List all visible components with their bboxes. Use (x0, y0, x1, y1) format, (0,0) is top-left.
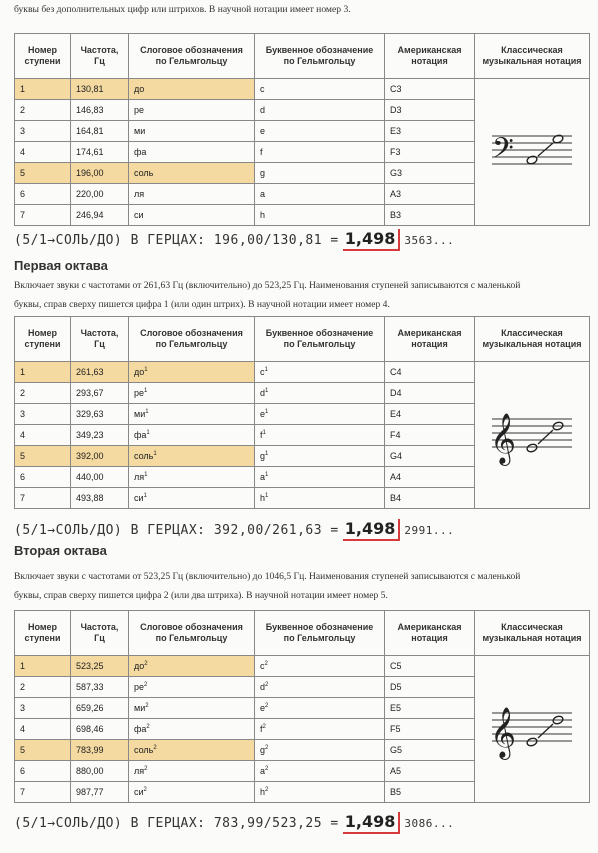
letter-name (255, 698, 385, 719)
letter-name (255, 740, 385, 761)
letter-text: d (260, 388, 266, 398)
letter-name (255, 142, 385, 163)
american-notation: F4 (385, 425, 475, 446)
syllable-name (129, 446, 255, 467)
syllable-text: ми (134, 126, 146, 136)
staff-notation (486, 397, 578, 471)
letter-text: a (260, 189, 266, 199)
frequency: 329,63 (71, 404, 129, 425)
frequency: 698,46 (71, 719, 129, 740)
note-do-icon (526, 443, 538, 453)
letter-text: d (260, 105, 266, 115)
syllable-text: до (134, 661, 145, 671)
letter-name (255, 79, 385, 100)
octave-superscript: 1 (145, 409, 149, 415)
calc-lead: (5/1→СОЛЬ/ДО) В ГЕРЦАХ: 392,00/261,63 = (14, 523, 339, 538)
classical-notation-cell (475, 362, 590, 509)
degree-number: 6 (15, 467, 71, 488)
staff-notation (486, 114, 578, 188)
letter-name (255, 467, 385, 488)
interval-line (538, 724, 553, 738)
letter-text: f (260, 430, 263, 440)
american-notation: G5 (385, 740, 475, 761)
letter-text: f (260, 724, 263, 734)
octave-superscript: 2 (145, 703, 149, 709)
degree-number: 4 (15, 142, 71, 163)
syllable-text: ми (134, 703, 146, 713)
letter-name (255, 184, 385, 205)
classical-notation-cell (475, 79, 590, 226)
degree-number: 1 (15, 79, 71, 100)
frequency: 261,63 (71, 362, 129, 383)
calc-result: 1,498 (343, 812, 401, 834)
letter-text: f (260, 147, 263, 157)
syllable-name (129, 205, 255, 226)
syllable-name (129, 719, 255, 740)
syllable-text: фа (134, 430, 147, 440)
calc-tail: 2991... (404, 524, 455, 537)
frequency: 587,33 (71, 677, 129, 698)
letter-text: a (260, 766, 266, 776)
ratio-calculation (14, 519, 454, 538)
column-header: Номер ступени (15, 611, 71, 656)
american-notation: A4 (385, 467, 475, 488)
table-row (15, 79, 590, 100)
letter-name (255, 362, 385, 383)
american-notation: D5 (385, 677, 475, 698)
table-row (15, 656, 590, 677)
letter-name (255, 677, 385, 698)
octave-superscript: 2 (144, 682, 148, 688)
column-header: Номер ступени (15, 34, 71, 79)
octave-superscript: 1 (144, 367, 148, 373)
frequency: 880,00 (71, 761, 129, 782)
letter-text: e (260, 126, 266, 136)
syllable-name (129, 677, 255, 698)
syllable-name (129, 404, 255, 425)
syllable-name (129, 656, 255, 677)
column-header: Американская нотация (385, 34, 475, 79)
frequency: 987,77 (71, 782, 129, 803)
letter-text: d (260, 682, 266, 692)
degree-number: 7 (15, 488, 71, 509)
column-header: Слоговое обозначения по Гельмгольцу (129, 317, 255, 362)
table-header-row (15, 34, 590, 79)
american-notation: E4 (385, 404, 475, 425)
syllable-text: ля (134, 189, 145, 199)
syllable-text: си (134, 493, 144, 503)
letter-name (255, 719, 385, 740)
letter-name (255, 383, 385, 404)
frequency: 349,23 (71, 425, 129, 446)
octave-superscript: 1 (264, 367, 268, 373)
column-header: Частота, Гц (71, 611, 129, 656)
degree-number: 5 (15, 740, 71, 761)
table-row (15, 362, 590, 383)
american-notation: B3 (385, 205, 475, 226)
column-header: Частота, Гц (71, 317, 129, 362)
american-notation: B4 (385, 488, 475, 509)
degree-number: 6 (15, 184, 71, 205)
letter-text: c (260, 661, 265, 671)
description-line: буквы, справ сверху пишется цифра 2 (или два штриха). В научной нотации имеет номер 5. (14, 590, 388, 601)
syllable-text: до (134, 84, 145, 94)
ratio-calculation (14, 229, 454, 248)
calc-tail: 3563... (404, 234, 455, 247)
syllable-name (129, 163, 255, 184)
table-header-row (15, 317, 590, 362)
calc-tail: 3086... (404, 817, 455, 830)
american-notation: A3 (385, 184, 475, 205)
octave-title: Первая октава (14, 258, 108, 273)
frequency: 659,26 (71, 698, 129, 719)
column-header: Буквенное обозначение по Гельмгольцу (255, 611, 385, 656)
frequency: 146,83 (71, 100, 129, 121)
syllable-name (129, 761, 255, 782)
column-header: Американская нотация (385, 317, 475, 362)
syllable-text: ми (134, 409, 146, 419)
octave-superscript: 2 (143, 787, 147, 793)
column-header: Классическая музыкальная нотация (475, 317, 590, 362)
american-notation: D4 (385, 383, 475, 404)
octave-description (14, 276, 520, 314)
syllable-name (129, 698, 255, 719)
syllable-name (129, 121, 255, 142)
frequency: 196,00 (71, 163, 129, 184)
intro-text (14, 0, 351, 19)
octave-superscript: 2 (144, 661, 148, 667)
frequency: 174,61 (71, 142, 129, 163)
octave-superscript: 1 (144, 388, 148, 394)
syllable-text: ре (134, 388, 145, 398)
letter-name (255, 782, 385, 803)
octave-superscript: 2 (264, 661, 268, 667)
frequency: 392,00 (71, 446, 129, 467)
syllable-name (129, 782, 255, 803)
syllable-name (129, 362, 255, 383)
syllable-name (129, 79, 255, 100)
calc-result: 1,498 (343, 519, 401, 541)
degree-number: 2 (15, 677, 71, 698)
letter-name (255, 404, 385, 425)
frequency: 523,25 (71, 656, 129, 677)
calc-lead: (5/1→СОЛЬ/ДО) В ГЕРЦАХ: 196,00/130,81 = (14, 233, 339, 248)
syllable-text: соль (134, 168, 154, 178)
letter-name (255, 100, 385, 121)
american-notation: E5 (385, 698, 475, 719)
degree-number: 3 (15, 404, 71, 425)
syllable-name (129, 100, 255, 121)
syllable-text: ля (134, 766, 145, 776)
octave-superscript: 1 (143, 493, 147, 499)
classical-notation-cell (475, 656, 590, 803)
description-line: Включает звуки с частотами от 261,63 Гц (включительно) до 523,25 Гц. Наименования ступеней записываются с маленькой (14, 280, 521, 291)
syllable-text: фа (134, 147, 147, 157)
column-header: Буквенное обозначение по Гельмгольцу (255, 34, 385, 79)
octave-superscript: 2 (262, 724, 266, 730)
letter-text: c (260, 84, 265, 94)
syllable-text: си (134, 787, 144, 797)
degree-number: 7 (15, 782, 71, 803)
american-notation: E3 (385, 121, 475, 142)
octave-superscript: 2 (144, 766, 148, 772)
letter-text: e (260, 703, 266, 713)
letter-name (255, 446, 385, 467)
interval-line (538, 430, 553, 444)
american-notation: F3 (385, 142, 475, 163)
octave-superscript: 1 (262, 430, 266, 436)
syllable-text: си (134, 210, 144, 220)
frequency: 293,67 (71, 383, 129, 404)
syllable-name (129, 425, 255, 446)
column-header: Номер ступени (15, 317, 71, 362)
american-notation: G4 (385, 446, 475, 467)
octave-table (14, 610, 590, 803)
syllable-text: ля (134, 472, 145, 482)
american-notation: B5 (385, 782, 475, 803)
letter-text: g (260, 168, 266, 178)
syllable-text: ре (134, 105, 145, 115)
letter-name (255, 761, 385, 782)
octave-superscript: 2 (265, 766, 269, 772)
degree-number: 5 (15, 446, 71, 467)
degree-number: 3 (15, 121, 71, 142)
degree-number: 1 (15, 362, 71, 383)
octave-table (14, 316, 590, 509)
degree-number: 2 (15, 100, 71, 121)
letter-text: g (260, 451, 266, 461)
letter-text: c (260, 367, 265, 377)
bass-clef-icon: 𝄢 (492, 132, 514, 172)
american-notation: C5 (385, 656, 475, 677)
octave-superscript: 2 (153, 745, 157, 751)
degree-number: 4 (15, 719, 71, 740)
degree-number: 1 (15, 656, 71, 677)
syllable-text: до (134, 367, 145, 377)
octave-superscript: 2 (265, 745, 269, 751)
syllable-text: ре (134, 682, 145, 692)
octave-superscript: 2 (265, 787, 269, 793)
letter-name (255, 205, 385, 226)
calc-lead: (5/1→СОЛЬ/ДО) В ГЕРЦАХ: 783,99/523,25 = (14, 816, 339, 831)
calc-result: 1,498 (343, 229, 401, 251)
octave-superscript: 1 (153, 451, 157, 457)
degree-number: 4 (15, 425, 71, 446)
octave-superscript: 2 (265, 682, 269, 688)
note-do-icon (526, 737, 538, 747)
frequency: 246,94 (71, 205, 129, 226)
octave-superscript: 1 (265, 409, 269, 415)
letter-text: g (260, 745, 266, 755)
column-header: Американская нотация (385, 611, 475, 656)
octave-title: Вторая октава (14, 543, 107, 558)
letter-name (255, 425, 385, 446)
treble-clef-icon: 𝄞 (490, 413, 517, 464)
american-notation: A5 (385, 761, 475, 782)
octave-superscript: 2 (146, 724, 150, 730)
degree-number: 3 (15, 698, 71, 719)
frequency: 783,99 (71, 740, 129, 761)
letter-text: h (260, 493, 266, 503)
degree-number: 5 (15, 163, 71, 184)
table-header-row (15, 611, 590, 656)
degree-number: 7 (15, 205, 71, 226)
syllable-name (129, 383, 255, 404)
octave-superscript: 1 (265, 472, 269, 478)
intro-line: буквы без дополнительных цифр или штрихов. В научной нотации имеет номер 3. (14, 4, 351, 15)
american-notation: D3 (385, 100, 475, 121)
staff-notation (486, 691, 578, 765)
treble-clef-icon: 𝄞 (490, 707, 517, 758)
letter-text: h (260, 787, 266, 797)
syllable-text: фа (134, 724, 147, 734)
degree-number: 2 (15, 383, 71, 404)
american-notation: C3 (385, 79, 475, 100)
description-line: Включает звуки с частотами от 523,25 Гц (включительно) до 1046,5 Гц. Наименования ступеней записываются с маленькой (14, 571, 521, 582)
american-notation: G3 (385, 163, 475, 184)
column-header: Классическая музыкальная нотация (475, 611, 590, 656)
american-notation: F5 (385, 719, 475, 740)
octave-superscript: 1 (146, 430, 150, 436)
syllable-text: соль (134, 451, 154, 461)
frequency: 440,00 (71, 467, 129, 488)
octave-table (14, 33, 590, 226)
letter-text: a (260, 472, 266, 482)
column-header: Буквенное обозначение по Гельмгольцу (255, 317, 385, 362)
description-line: буквы, справ сверху пишется цифра 1 (или один штрих). В научной нотации имеет номер 4. (14, 299, 390, 310)
letter-name (255, 488, 385, 509)
octave-description (14, 567, 520, 605)
frequency: 220,00 (71, 184, 129, 205)
letter-text: e (260, 409, 266, 419)
ratio-calculation (14, 812, 454, 831)
syllable-name (129, 740, 255, 761)
octave-superscript: 1 (265, 388, 269, 394)
letter-name (255, 656, 385, 677)
frequency: 130,81 (71, 79, 129, 100)
letter-text: h (260, 210, 266, 220)
syllable-name (129, 488, 255, 509)
octave-superscript: 2 (265, 703, 269, 709)
degree-number: 6 (15, 761, 71, 782)
syllable-name (129, 142, 255, 163)
column-header: Слоговое обозначения по Гельмгольцу (129, 611, 255, 656)
column-header: Классическая музыкальная нотация (475, 34, 590, 79)
frequency: 164,81 (71, 121, 129, 142)
octave-superscript: 1 (265, 493, 269, 499)
frequency: 493,88 (71, 488, 129, 509)
letter-name (255, 121, 385, 142)
octave-superscript: 1 (265, 451, 269, 457)
octave-superscript: 1 (144, 472, 148, 478)
column-header: Частота, Гц (71, 34, 129, 79)
syllable-name (129, 467, 255, 488)
syllable-name (129, 184, 255, 205)
american-notation: C4 (385, 362, 475, 383)
syllable-text: соль (134, 745, 154, 755)
column-header: Слоговое обозначения по Гельмгольцу (129, 34, 255, 79)
letter-name (255, 163, 385, 184)
